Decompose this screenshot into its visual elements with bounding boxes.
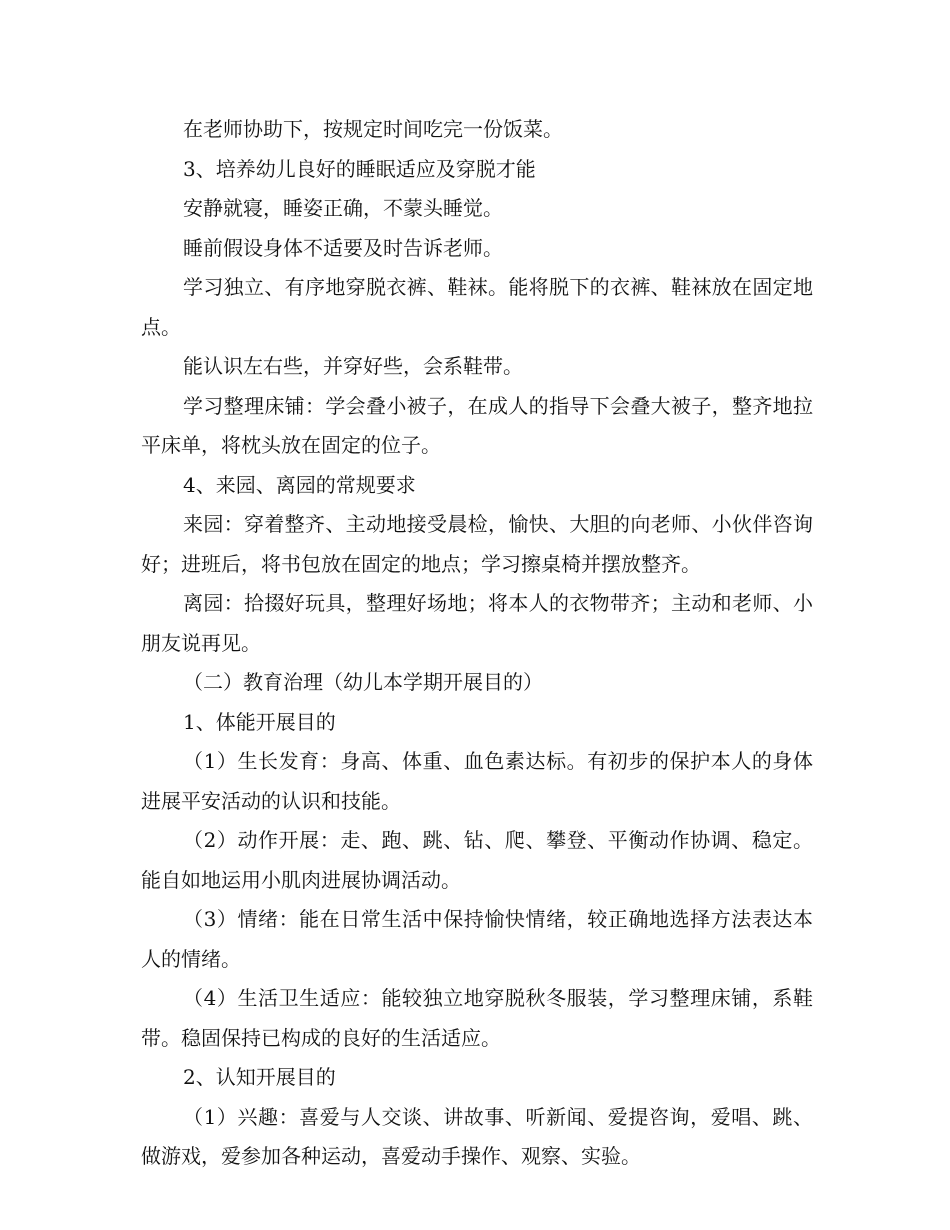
heading-arrival-departure: 4、来园、离园的常规要求: [183, 472, 416, 497]
paragraph-growth: （1）生长发育：身高、体重、血色素达标。有初步的保护本人的身体进展平安活动的认识和技能。: [141, 749, 813, 813]
heading-physical-goals: 1、体能开展目的: [183, 709, 336, 734]
paragraph-departure: 离园：拾掇好玩具，整理好场地；将本人的衣物带齐；主动和老师、小朋友说再见。: [141, 591, 813, 655]
paragraph-emotion: （3）情绪：能在日常生活中保持愉快情绪，较正确地选择方法表达本人的情绪。: [141, 907, 813, 971]
heading-sleep-habits: 3、培养幼儿良好的睡眠适应及穿脱才能: [183, 156, 536, 181]
paragraph-dressing: 学习独立、有序地穿脱衣裤、鞋袜。能将脱下的衣裤、鞋袜放在固定地点。: [141, 275, 813, 339]
paragraph-bed-making: 学习整理床铺：学会叠小被子，在成人的指导下会叠大被子，整齐地拉平床单，将枕头放在固定的位子。: [141, 393, 813, 457]
paragraph-movement: （2）动作开展：走、跑、跳、钻、爬、攀登、平衡动作协调、稳定。能自如地运用小肌肉进展协调活动。: [141, 828, 813, 892]
heading-education-management: （二）教育治理（幼儿本学期开展目的）: [183, 670, 543, 694]
paragraph-quiet-sleep: 安静就寝，睡姿正确，不蒙头睡觉。: [183, 196, 503, 220]
paragraph-hygiene: （4）生活卫生适应：能较独立地穿脱秋冬服装，学习整理床铺，系鞋带。稳固保持已构成的良好的生活适应。: [141, 986, 813, 1050]
document-body: [141, 110, 813, 1177]
heading-cognitive-goals: 2、认知开展目的: [183, 1065, 336, 1089]
paragraph-left-right-shoes: 能认识左右些，并穿好些，会系鞋带。: [183, 354, 523, 378]
paragraph-interest: （1）兴趣：喜爱与人交谈、讲故事、听新闻、爱提咨询，爱唱、跳、做游戏，爱参加各种运动，喜爱动手操作、观察、实验。: [141, 1104, 813, 1168]
paragraph-arrival: 来园：穿着整齐、主动地接受晨检，愉快、大胆的向老师、小伙伴咨询好；进班后，将书包放在固定的地点；学习擦桌椅并摆放整齐。: [141, 512, 813, 576]
paragraph-meal-time: 在老师协助下，按规定时间吃完一份饭菜。: [183, 117, 563, 141]
paragraph-tell-teacher: 睡前假设身体不适要及时告诉老师。: [183, 235, 503, 260]
